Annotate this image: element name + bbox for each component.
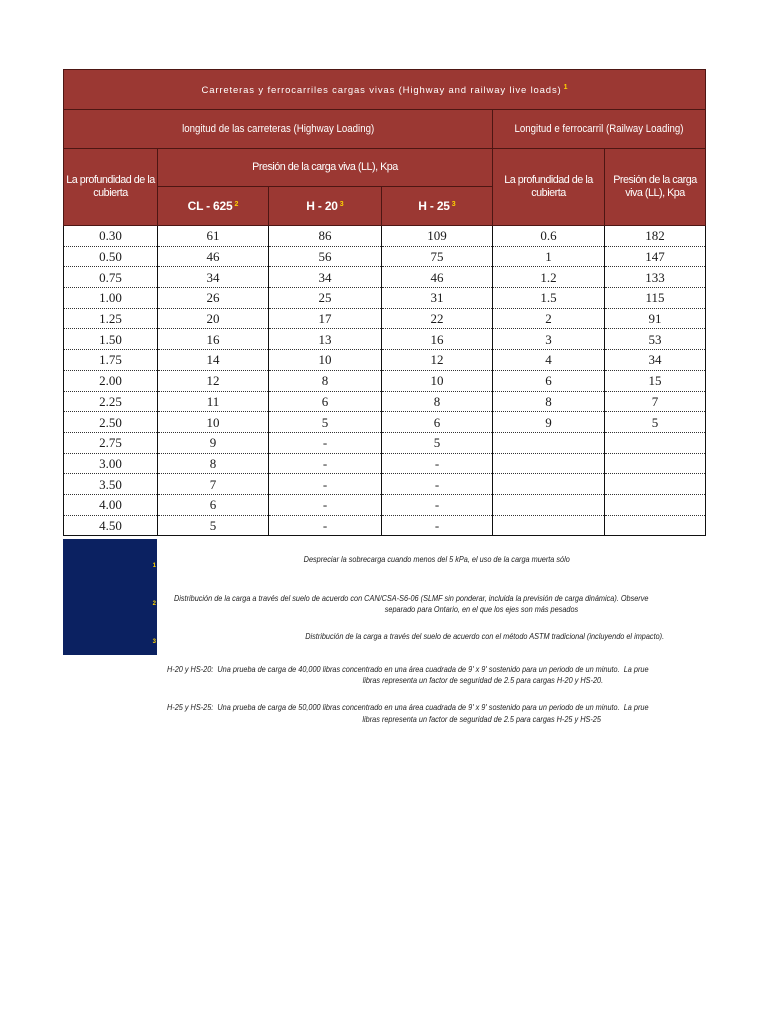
footnote-1 xyxy=(282,554,581,564)
rail-depth-cell: 1.2 xyxy=(493,267,605,288)
h-20-cell: - xyxy=(269,515,382,536)
h-25-cell: 22 xyxy=(382,308,493,329)
h-20-cell: - xyxy=(269,432,382,453)
footnote-marker-2: 2 xyxy=(152,601,156,607)
h-25-cell: 16 xyxy=(382,329,493,350)
note-h20-line-1: H-20 y HS-20: Una prueba de carga de 40,000 libras concentrado en una área cuadrada de 9' x 9' sostenido para un periodo de un minuto. La prue xyxy=(167,664,649,674)
depth-cell: 0.75 xyxy=(64,267,158,288)
title-footnote-marker: 1 xyxy=(563,83,568,91)
table-row xyxy=(64,412,706,433)
depth-header: La profundidad de la cubierta xyxy=(64,149,158,226)
depth-cell: 4.50 xyxy=(64,515,158,536)
cl-625-cell: 26 xyxy=(158,288,269,309)
footnote-marker-1: 1 xyxy=(152,563,156,569)
cl-625-cell: 61 xyxy=(158,226,269,247)
rail-depth-cell xyxy=(493,453,605,474)
cl-625-cell: 34 xyxy=(158,267,269,288)
note-h25-line-1: H-25 y HS-25: Una prueba de carga de 50,000 libras concentrado en una área cuadrada de 9' x 9' sostenido para un periodo de un minuto. La prue xyxy=(167,702,649,712)
cl-625-cell: 46 xyxy=(158,246,269,267)
table-header xyxy=(64,70,706,226)
rail-pressure-cell: 7 xyxy=(605,391,706,412)
table-row xyxy=(64,494,706,515)
h-25-cell: - xyxy=(382,515,493,536)
railway-loading-label: Longitud e ferrocarril (Railway Loading) xyxy=(514,123,684,135)
table-row xyxy=(64,453,706,474)
table-row xyxy=(64,370,706,391)
highway-loading-header xyxy=(64,110,493,149)
depth-cell: 1.25 xyxy=(64,308,158,329)
rail-pressure-cell: 5 xyxy=(605,412,706,433)
cl-625-cell: 5 xyxy=(158,515,269,536)
cl-625-cell: 14 xyxy=(158,350,269,371)
rail-depth-cell: 1 xyxy=(493,246,605,267)
h-25-header xyxy=(382,187,493,226)
rail-depth-cell: 9 xyxy=(493,412,605,433)
depth-cell: 2.25 xyxy=(64,391,158,412)
note-h25-continued xyxy=(343,714,611,724)
depth-cell: 1.50 xyxy=(64,329,158,350)
cl-625-label: CL - 625 xyxy=(187,199,233,213)
rail-depth-cell: 3 xyxy=(493,329,605,350)
rail-depth-cell: 4 xyxy=(493,350,605,371)
table-row xyxy=(64,391,706,412)
table-row xyxy=(64,226,706,247)
note-h20-continued xyxy=(343,675,611,685)
table-row xyxy=(64,515,706,536)
h-25-cell: 10 xyxy=(382,370,493,391)
rail-depth-header: La profundidad de la cubierta xyxy=(493,149,605,226)
column-group-row xyxy=(64,149,706,187)
rail-pressure-cell: 147 xyxy=(605,246,706,267)
rail-pressure-cell xyxy=(605,453,706,474)
depth-cell: 3.50 xyxy=(64,474,158,495)
rail-depth-cell xyxy=(493,494,605,515)
cl-625-footnote-marker: 2 xyxy=(234,201,239,208)
depth-cell: 2.75 xyxy=(64,432,158,453)
h-20-cell: - xyxy=(269,453,382,474)
rail-pressure-cell: 115 xyxy=(605,288,706,309)
h-25-cell: 31 xyxy=(382,288,493,309)
rail-depth-cell: 8 xyxy=(493,391,605,412)
loading-type-row xyxy=(64,110,706,149)
h-20-cell: 25 xyxy=(269,288,382,309)
cl-625-cell: 9 xyxy=(158,432,269,453)
h-25-cell: - xyxy=(382,453,493,474)
h-25-label: H - 25 xyxy=(418,199,450,213)
h-25-cell: 5 xyxy=(382,432,493,453)
cl-625-cell: 6 xyxy=(158,494,269,515)
h-20-cell: - xyxy=(269,474,382,495)
h-25-cell: - xyxy=(382,474,493,495)
rail-pressure-cell: 91 xyxy=(605,308,706,329)
h-20-cell: 10 xyxy=(269,350,382,371)
rail-depth-cell: 1.5 xyxy=(493,288,605,309)
table-row xyxy=(64,329,706,350)
railway-loading-header xyxy=(493,110,706,149)
rail-pressure-cell: 133 xyxy=(605,267,706,288)
h-20-header xyxy=(269,187,382,226)
cl-625-cell: 7 xyxy=(158,474,269,495)
table-row xyxy=(64,267,706,288)
cl-625-cell: 20 xyxy=(158,308,269,329)
h-20-label: H - 20 xyxy=(306,199,338,213)
rail-depth-cell: 2 xyxy=(493,308,605,329)
table-title xyxy=(64,70,706,110)
table-row xyxy=(64,288,706,309)
table-row xyxy=(64,246,706,267)
h-20-cell: 17 xyxy=(269,308,382,329)
rail-pressure-cell xyxy=(605,474,706,495)
footnote-2 xyxy=(174,593,705,603)
footnote-3 xyxy=(276,631,677,641)
h-25-cell: 8 xyxy=(382,391,493,412)
live-loads-table xyxy=(63,69,706,536)
h-25-cell: - xyxy=(382,494,493,515)
h-20-cell: 5 xyxy=(269,412,382,433)
footnote-marker-3: 3 xyxy=(152,639,156,645)
rail-pressure-cell xyxy=(605,515,706,536)
footnote-2-line-2: separado para Ontario, en el que los ejes son más pesados xyxy=(384,604,579,614)
rail-depth-cell: 0.6 xyxy=(493,226,605,247)
h-20-cell: 8 xyxy=(269,370,382,391)
depth-cell: 2.50 xyxy=(64,412,158,433)
depth-cell: 1.75 xyxy=(64,350,158,371)
footnote-1-line-1: Despreciar la sobrecarga cuando menos del 5 kPa, el uso de la carga muerta sólo xyxy=(303,554,570,564)
rail-pressure-cell: 34 xyxy=(605,350,706,371)
rail-pressure-cell xyxy=(605,494,706,515)
note-h20-line-2: libras representa un factor de seguridad de 2.5 para cargas H-20 y HS-20. xyxy=(362,675,604,685)
table-row xyxy=(64,308,706,329)
cl-625-cell: 12 xyxy=(158,370,269,391)
cl-625-cell: 10 xyxy=(158,412,269,433)
rail-depth-cell xyxy=(493,474,605,495)
h-20-cell: - xyxy=(269,494,382,515)
rail-depth-cell xyxy=(493,432,605,453)
h-25-cell: 46 xyxy=(382,267,493,288)
table-title-text: Carreteras y ferrocarriles cargas vivas (Highway and railway live loads) xyxy=(201,84,562,96)
depth-cell: 0.50 xyxy=(64,246,158,267)
footnotes xyxy=(0,540,705,740)
table-row xyxy=(64,350,706,371)
depth-cell: 3.00 xyxy=(64,453,158,474)
table-row xyxy=(64,474,706,495)
rail-depth-cell xyxy=(493,515,605,536)
h-25-cell: 12 xyxy=(382,350,493,371)
h-20-cell: 6 xyxy=(269,391,382,412)
depth-cell: 1.00 xyxy=(64,288,158,309)
cl-625-header xyxy=(158,187,269,226)
note-h20 xyxy=(167,664,705,674)
rail-pressure-cell: 182 xyxy=(605,226,706,247)
depth-cell: 4.00 xyxy=(64,494,158,515)
rail-pressure-cell xyxy=(605,432,706,453)
pressure-header: Presión de la carga viva (LL), Kpa xyxy=(158,149,493,187)
rail-pressure-cell: 15 xyxy=(605,370,706,391)
depth-cell: 2.00 xyxy=(64,370,158,391)
h-20-cell: 86 xyxy=(269,226,382,247)
cl-625-cell: 16 xyxy=(158,329,269,350)
h-20-cell: 56 xyxy=(269,246,382,267)
table-row xyxy=(64,432,706,453)
h-25-footnote-marker: 3 xyxy=(451,201,456,208)
h-20-cell: 34 xyxy=(269,267,382,288)
table-body xyxy=(64,226,706,536)
footnote-3-line-1: Distribución de la carga a través del suelo de acuerdo con el método ASTM tradicional (incluyendo el impacto). xyxy=(305,631,665,641)
cl-625-cell: 11 xyxy=(158,391,269,412)
h-20-footnote-marker: 3 xyxy=(339,201,344,208)
rail-depth-cell: 6 xyxy=(493,370,605,391)
h-25-cell: 109 xyxy=(382,226,493,247)
footnote-2-line-1: Distribución de la carga a través del suelo de acuerdo con CAN/CSA-S6-06 (SLMF sin ponderar, incluida la previsión de carga dinámica). Observe xyxy=(174,593,649,603)
rail-pressure-header: Presión de la carga viva (LL), Kpa xyxy=(605,149,706,226)
note-h25-line-2: libras representa un factor de seguridad de 2.5 para cargas H-25 y HS-25 xyxy=(362,714,601,724)
footnote-2-continued xyxy=(369,604,586,614)
rail-pressure-cell: 53 xyxy=(605,329,706,350)
highway-loading-label: longitud de las carreteras (Highway Loading) xyxy=(181,123,375,135)
h-20-cell: 13 xyxy=(269,329,382,350)
depth-cell: 0.30 xyxy=(64,226,158,247)
note-h25 xyxy=(167,702,705,712)
h-25-cell: 75 xyxy=(382,246,493,267)
title-row xyxy=(64,70,706,110)
cl-625-cell: 8 xyxy=(158,453,269,474)
h-25-cell: 6 xyxy=(382,412,493,433)
